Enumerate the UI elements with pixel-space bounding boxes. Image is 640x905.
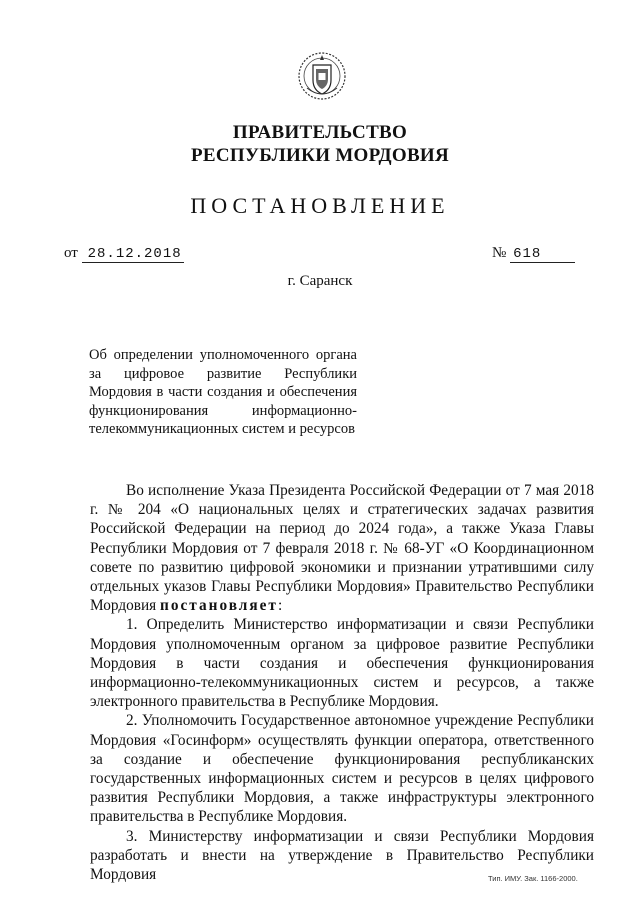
number-prefix: № — [492, 245, 507, 261]
document-date: 28.12.2018 — [82, 246, 184, 263]
print-footer: Тип. ИМУ. Зак. 1166-2000. — [488, 874, 578, 883]
document-type-title: ПОСТАНОВЛЕНИЕ — [190, 193, 450, 218]
number-line — [492, 245, 575, 263]
document-subject: Об определении уполномоченного органа за цифровое развитие Республики Мордовия в части создания и обеспечения функционирования информационно-телекоммуникационных систем и ресурсов — [89, 347, 357, 437]
item-3: 3. Министерству информатизации и связи Республики Мордовия разработать и внести на утверждение в Правительство Республики Мордовия — [90, 827, 594, 884]
resolves-word: постановляет — [160, 597, 278, 615]
intro-text: Во исполнение Указа Президента Российской Федерации от 7 мая 2018 г. № 204 «О национальных целях и стратегических задачах развития Российской Федерации на период до 2024 года», а также Указа Главы Республики Мордовия от 7 февраля 2018 г. № 68-УГ «О Координационном совете по развитию цифровой экономики и признании утратившими силу отдельных указов Главы Республики Мордовия» Правительство Республики Мордовия — [90, 482, 594, 615]
government-name-line2: РЕСПУБЛИКИ МОРДОВИЯ — [190, 145, 450, 166]
item-2: 2. Уполномочить Государственное автономное учреждение Республики Мордовия «Госинформ» осуществлять функции оператора, ответственного за создание и обеспечение функционирования республиканских государственных информационных систем и ресурсов в целях цифрового развития Республики Мордовия, а также инфраструктуры электронного правительства в Республике Мордовия. — [90, 712, 594, 826]
date-prefix: от — [64, 245, 78, 261]
date-line — [64, 245, 184, 263]
resolves-colon: : — [277, 597, 283, 615]
city: г. Саранск — [287, 273, 353, 289]
intro-paragraph — [90, 481, 594, 615]
document-body — [90, 481, 594, 884]
coat-of-arms-emblem — [297, 50, 347, 102]
document-number: 618 — [510, 246, 575, 263]
government-name-line1: ПРАВИТЕЛЬСТВО — [232, 122, 408, 143]
item-1: 1. Определить Министерство информатизации и связи Республики Мордовия уполномоченным органом за цифровое развитие Республики Мордовия в части создания и обеспечения функционирования информационно-телекоммуникационных систем и ресурсов, а также электронного правительства в Республике Мордовия. — [90, 616, 594, 711]
